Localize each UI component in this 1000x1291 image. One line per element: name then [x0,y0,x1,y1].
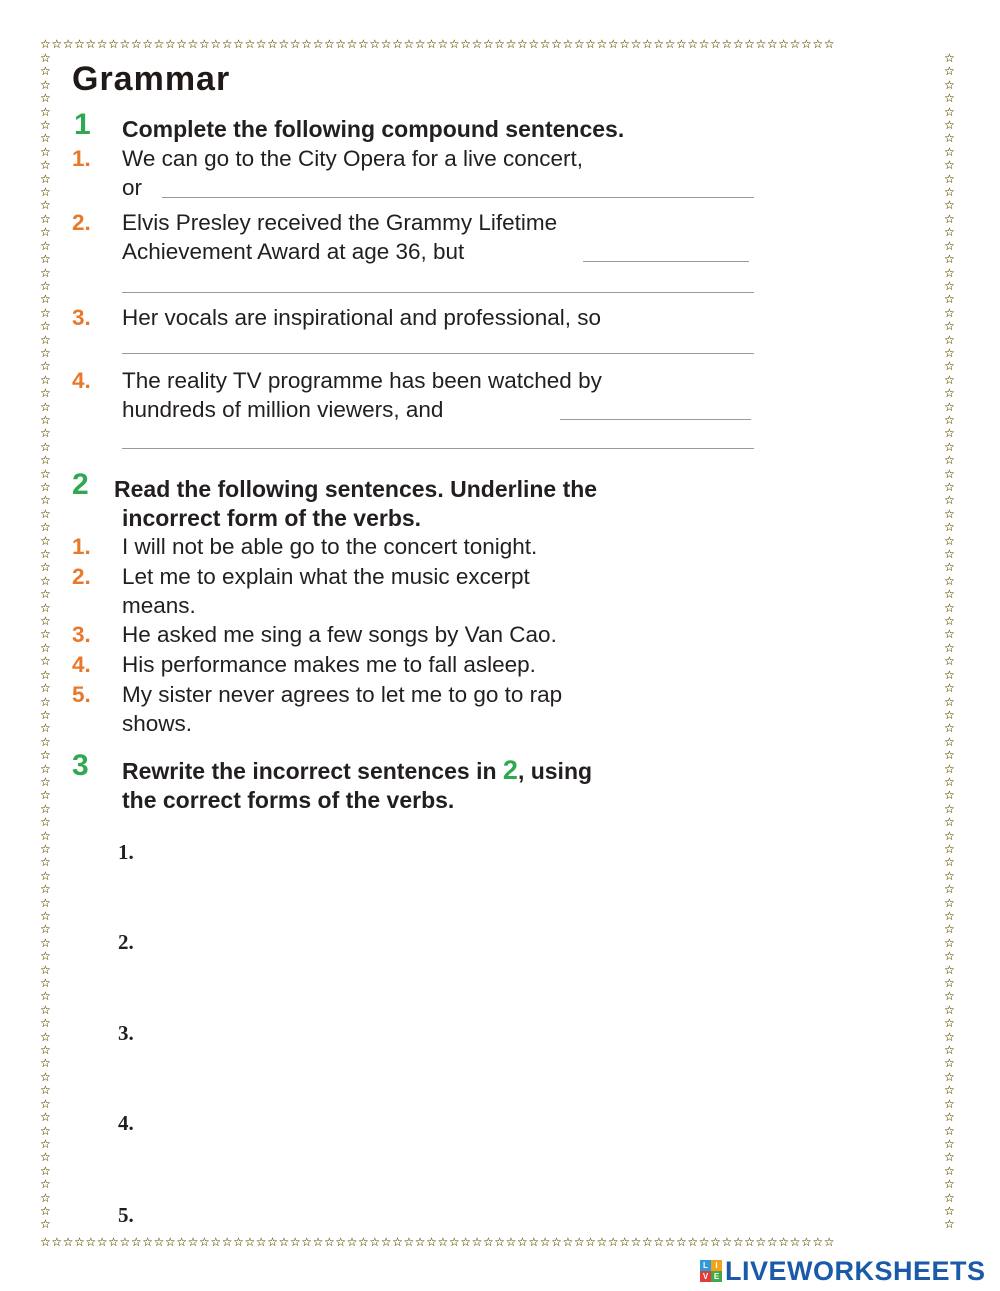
section-3-number: 3 [72,749,89,782]
s2-item-2-text[interactable]: Let me to explain what the music excerpt [122,564,530,589]
s1-item-2-answer-line-b[interactable] [122,292,754,293]
badge-letter-v: V [700,1271,711,1282]
section-1-number: 1 [74,108,91,141]
s1-item-1-number: 1. [72,146,91,171]
section-2-number: 2 [72,468,89,501]
liveworksheets-badge-icon [700,1260,722,1282]
section-2-instruction-line-1: Read the following sentences. Underline the [114,476,598,502]
s1-item-4-text-2: hundreds of million viewers, and [122,397,444,422]
s2-item-3-text[interactable]: He asked me sing a few songs by Van Cao. [122,622,557,647]
star-border-left: ☆☆☆☆☆☆☆☆☆☆☆☆☆☆☆☆☆☆☆☆☆☆☆☆☆☆☆☆☆☆☆☆☆☆☆☆☆☆☆☆☆☆☆☆☆☆☆☆☆☆☆☆☆☆☆☆☆☆☆☆☆☆☆☆☆☆☆☆☆☆☆☆☆☆☆☆☆☆☆☆☆☆☆☆☆☆☆☆ [40,52,51,1232]
s1-item-3-answer-line[interactable] [122,353,754,354]
liveworksheets-logo[interactable] [700,1255,986,1287]
section-3-instruction-line-2: the correct forms of the verbs. [122,787,455,813]
s1-item-1-text-2: or [122,175,143,200]
answer-1-label: 1. [118,840,134,864]
s1-item-2-text: Elvis Presley received the Grammy Lifetime [122,210,558,235]
liveworksheets-logo-text: LIVEWORKSHEETS [725,1255,986,1286]
answer-3-label: 3. [118,1021,134,1045]
s1-item-1-text: We can go to the City Opera for a live concert, [122,146,584,171]
star-border-top: ☆☆☆☆☆☆☆☆☆☆☆☆☆☆☆☆☆☆☆☆☆☆☆☆☆☆☆☆☆☆☆☆☆☆☆☆☆☆☆☆☆☆☆☆☆☆☆☆☆☆☆☆☆☆☆☆☆☆☆☆☆☆☆☆☆☆☆☆☆☆ [40,38,836,51]
badge-letter-i: I [711,1260,722,1271]
section-3-instruction-b: , using [517,758,593,784]
s2-item-1-text[interactable]: I will not be able go to the concert tonight. [122,534,538,559]
s1-item-4-number: 4. [72,368,91,393]
badge-letter-l: L [700,1260,711,1271]
answer-5-label: 5. [118,1203,134,1227]
s2-item-5-text-2[interactable]: shows. [122,711,193,736]
section-3-reference-number: 2 [502,755,518,785]
star-border-bottom: ☆☆☆☆☆☆☆☆☆☆☆☆☆☆☆☆☆☆☆☆☆☆☆☆☆☆☆☆☆☆☆☆☆☆☆☆☆☆☆☆☆☆☆☆☆☆☆☆☆☆☆☆☆☆☆☆☆☆☆☆☆☆☆☆☆☆☆☆☆☆ [40,1236,836,1249]
s1-item-4-answer-line-b[interactable] [122,448,754,449]
section-1-heading [74,108,625,142]
section-2-heading [72,468,598,531]
s2-item-3-number: 3. [72,622,91,647]
section-2-instruction-line-2: incorrect form of the verbs. [122,505,422,531]
s2-item-5-text[interactable]: My sister never agrees to let me to go to rap [122,682,563,707]
star-border-right: ☆☆☆☆☆☆☆☆☆☆☆☆☆☆☆☆☆☆☆☆☆☆☆☆☆☆☆☆☆☆☆☆☆☆☆☆☆☆☆☆☆☆☆☆☆☆☆☆☆☆☆☆☆☆☆☆☆☆☆☆☆☆☆☆☆☆☆☆☆☆☆☆☆☆☆☆☆☆☆☆☆☆☆☆☆☆☆☆ [944,52,955,1232]
section-3-instruction-a: Rewrite the incorrect sentences in [122,758,503,784]
answer-2-label: 2. [118,930,134,954]
badge-letter-e: E [711,1271,722,1282]
s1-item-3-text: Her vocals are inspirational and professional, so [122,305,602,330]
s2-item-1-number: 1. [72,534,91,559]
s2-item-4-text[interactable]: His performance makes me to fall asleep. [122,652,536,677]
answer-4-label: 4. [118,1111,134,1135]
s1-item-1-answer-line[interactable] [162,197,754,198]
s2-item-2-number: 2. [72,564,91,589]
s2-item-2-text-2[interactable]: means. [122,593,196,618]
s1-item-2-text-2: Achievement Award at age 36, but [122,239,465,264]
s1-item-4-text: The reality TV programme has been watched by [122,368,602,393]
section-3-heading [72,749,593,813]
worksheet-title: Grammar [72,60,231,98]
s2-item-4-number: 4. [72,652,91,677]
s1-item-4-answer-line-a[interactable] [560,419,751,420]
s2-item-5-number: 5. [72,682,91,707]
section-1-instruction: Complete the following compound sentences. [122,116,625,142]
s1-item-3-number: 3. [72,305,91,330]
section-3-instruction-line-1 [122,755,592,786]
s1-item-2-answer-line-a[interactable] [583,261,749,262]
s1-item-2-number: 2. [72,210,91,235]
